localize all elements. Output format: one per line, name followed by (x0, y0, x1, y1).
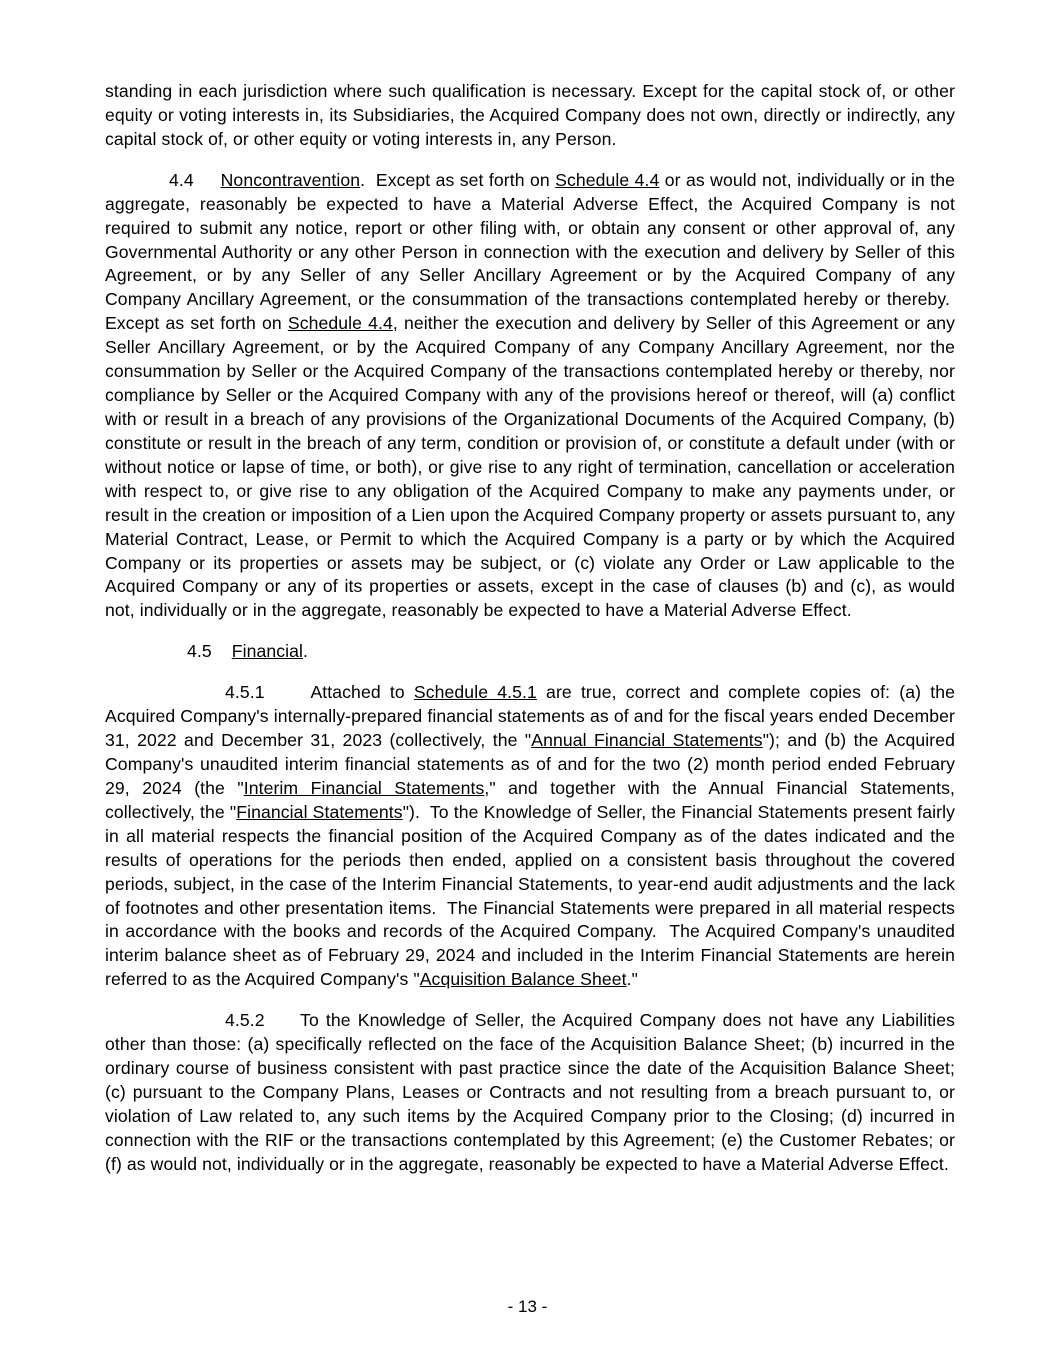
defined-term-annual-financial-statements: Annual Financial Statements (531, 730, 763, 751)
section-4-5-2-text: To the Knowledge of Seller, the Acquired Company does not have any Liabilities other than those: (a) specifically reflected on the face of the Acquisition Balance Sheet; (b) incurred in the ordinary course of business consistent with past practice since the date of the Acquisition Balance Sheet; (c) pursuant to the Company Plans, Leases or Contracts and not resulting from a breach pursuant to, or violation of Law related to, any such items by the Acquired Company prior to the Closing; (d) incurred in connection with the RIF or the transactions contemplated by this Agreement; (e) the Customer Rebates; or (f) as would not, individually or in the aggregate, reasonably be expected to have a Material Adverse Effect. (105, 1010, 955, 1174)
section-number-4-5: 4.5 (187, 641, 212, 662)
section-heading-noncontravention: Noncontravention (220, 169, 361, 190)
paragraph-continuation: standing in each jurisdiction where such qualification is necessary. Except for the capital stock of, or other equity or voting interests in, its Subsidiaries, the Acquired Company does not own, directly or indirectly, any capital stock of, or other equity or voting interests in, any Person. (105, 81, 955, 149)
section-number-4-5-2: 4.5.2 (225, 1010, 265, 1031)
section-number-4-5-1: 4.5.1 (225, 682, 265, 703)
section-number-4-4: 4.4 (169, 169, 194, 190)
paragraph-section-4-5-1: 4.5.1 Attached to Schedule 4.5.1 are true, correct and complete copies of: (a) the Acquired Company's internally-prepared financial statements as of and for the fiscal years ended December 31, 2022 and December 31, 2023 (collectively, the "Annual Financial Statements"); and (b) the Acquired Company's unaudited interim financial statements as of and for the two (2) month period ended February 29, 2024 (the "Interim Financial Statements," and together with the Annual Financial Statements, collectively, the "Financial Statements"). To the Knowledge of Seller, the Financial Statements present fairly in all material respects the financial position of the Acquired Company as of the dates indicated and the results of operations for the periods then ended, applied on a consistent basis throughout the covered periods, subject, in the case of the Interim Financial Statements, to year-end audit adjustments and the lack of footnotes and other presentation items. The Financial Statements were prepared in all material respects in accordance with the books and records of the Acquired Company. The Acquired Company's unaudited interim balance sheet as of February 29, 2024 and included in the Interim Financial Statements are herein referred to as the Acquired Company's "Acquisition Balance Sheet." (105, 682, 955, 990)
page-number: - 13 - (507, 1297, 548, 1316)
defined-term-interim-financial-statements: Interim Financial Statements (243, 777, 485, 798)
paragraph-section-4-5-2 (105, 1009, 955, 1176)
defined-term-acquisition-balance-sheet: Acquisition Balance Sheet (419, 969, 627, 990)
reference-schedule-4-4-first: Schedule 4.4 (555, 169, 660, 190)
page-footer (0, 1297, 1055, 1317)
paragraph-section-4-4: 4.4 Noncontravention. Except as set forth on Schedule 4.4 or as would not, individually or in the aggregate, reasonably be expected to have a Material Adverse Effect, the Acquired Company is not required to submit any notice, report or other filing with, or obtain any consent or other approval of, any Governmental Authority or any other Person in connection with the execution and delivery by Seller of this Agreement, or by any Seller of any Seller Ancillary Agreement or by the Acquired Company of any Company Ancillary Agreement, or the consummation of the transactions contemplated hereby or thereby. Except as set forth on Schedule 4.4, neither the execution and delivery by Seller of this Agreement or any Seller Ancillary Agreement, or by the Acquired Company of any Company Ancillary Agreement, nor the consummation by Seller or the Acquired Company of the transactions contemplated hereby or thereby, nor compliance by Seller or the Acquired Company with any of the provisions hereof or thereof, will (a) conflict with or result in a breach of any provisions of the Organizational Documents of the Acquired Company, (b) constitute or result in the breach of any term, condition or provision of, or constitute a default under (with or without notice or lapse of time, or both), or give rise to any right of termination, cancellation or acceleration with respect to, or give rise to any obligation of the Acquired Company to make any payments under, or result in the creation or imposition of a Lien upon the Acquired Company property or assets pursuant to, any Material Contract, Lease, or Permit to which the Acquired Company is a party or by which the Acquired Company or its properties or assets may be subject, or (c) violate any Order or Law applicable to the Acquired Company or any of its properties or assets, except in the case of clauses (b) and (c), as would not, individually or in the aggregate, reasonably be expected to have a Material Adverse Effect. (105, 169, 955, 621)
reference-schedule-4-4-second: Schedule 4.4 (287, 313, 393, 334)
section-heading-financial: Financial (231, 641, 304, 662)
paragraph-section-4-5: 4.5 Financial. (187, 641, 309, 662)
defined-term-financial-statements: Financial Statements (236, 801, 403, 822)
reference-schedule-4-5-1: Schedule 4.5.1 (413, 682, 537, 703)
